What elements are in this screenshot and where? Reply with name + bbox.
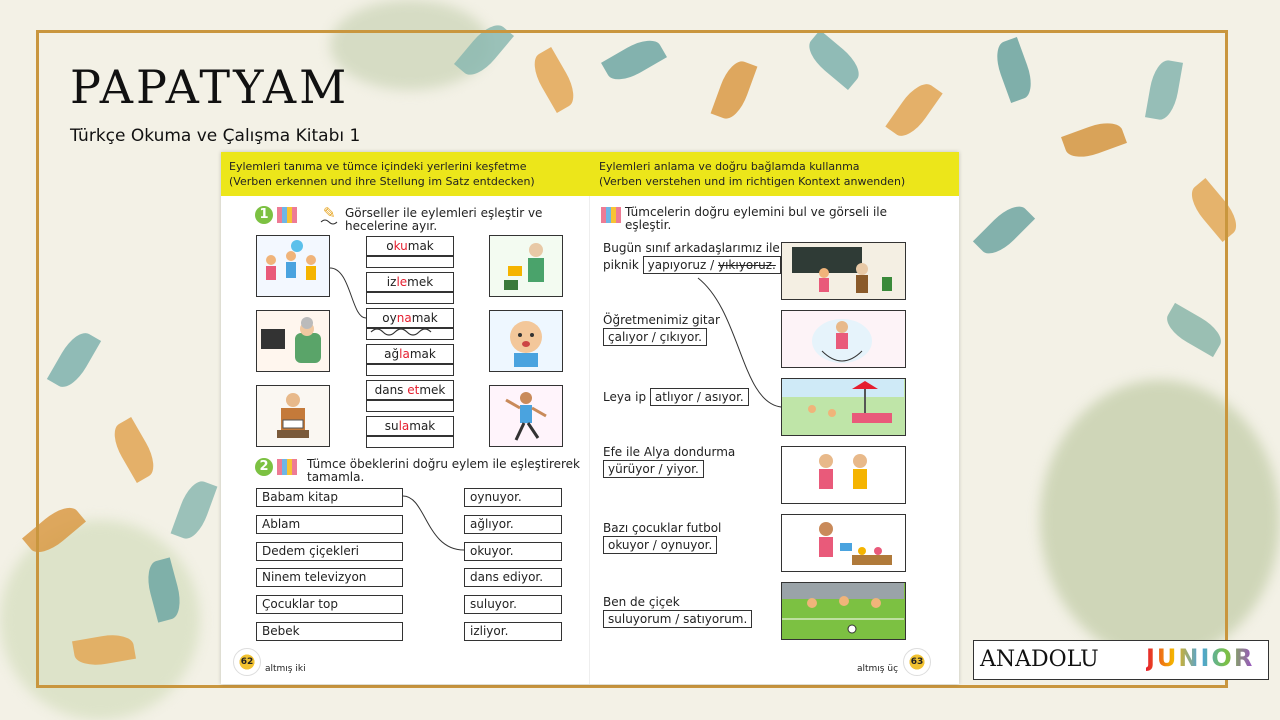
- verb-box[interactable]: dans ediyor.: [464, 568, 562, 587]
- image-kids-football[interactable]: [781, 582, 906, 640]
- football-illustration: [782, 583, 904, 639]
- word-box: izlemek: [366, 272, 454, 292]
- banner-right: Eylemleri anlama ve doğru bağlamda kullanma (Verben verstehen und im richtigen Kontext anwenden): [599, 160, 906, 188]
- image-picnic[interactable]: [781, 378, 906, 436]
- brand-junior: JUNIOR: [1146, 644, 1255, 672]
- page-number-daisy: 63: [903, 648, 931, 676]
- verb-box[interactable]: oynuyor.: [464, 488, 562, 507]
- verb-box[interactable]: okuyor.: [464, 542, 562, 561]
- subject-phrase-box[interactable]: Bebek: [256, 622, 403, 641]
- word-box: ağlamak: [366, 344, 454, 364]
- exercise-2-instruction: Tümce öbeklerini doğru eylem ile eşleştirerek tamamla.: [307, 457, 580, 484]
- answer-box[interactable]: yürüyor / yiyor.: [603, 460, 704, 478]
- watering-illustration: [782, 515, 904, 571]
- image-girl-watering-flowers[interactable]: [781, 514, 906, 572]
- answer-box[interactable]: okuyor / oynuyor.: [603, 536, 717, 554]
- verb-box[interactable]: ağlıyor.: [464, 515, 562, 534]
- sentence-item: Efe ile Alya dondurma yürüyor / yiyor.: [603, 445, 736, 476]
- word-box: dans etmek: [366, 380, 454, 400]
- word-box: okumak: [366, 236, 454, 256]
- picnic-illustration: [782, 379, 904, 435]
- subject-phrase-box[interactable]: Dedem çiçekleri: [256, 542, 403, 561]
- image-music-class[interactable]: [781, 242, 906, 300]
- ice-cream-illustration: [782, 447, 904, 503]
- exercise-number-badge: 1: [255, 206, 273, 224]
- verb-box[interactable]: suluyor.: [464, 595, 562, 614]
- answer-box[interactable]: atlıyor / asıyor.: [650, 388, 749, 406]
- word-box: oynamak: [366, 308, 454, 328]
- image-kids-ice-cream[interactable]: [781, 446, 906, 504]
- sentence-item: Bazı çocuklar futbol okuyor / oynuyor.: [603, 521, 722, 552]
- page-subtitle: Türkçe Okuma ve Çalışma Kitabı 1: [70, 126, 361, 146]
- answer-box[interactable]: suluyorum / satıyorum.: [603, 610, 752, 628]
- answer-box[interactable]: çalıyor / çıkıyor.: [603, 328, 707, 346]
- publisher-logo: [973, 640, 1269, 680]
- sentence-item: Leya ip atlıyor / asıyor.: [603, 388, 749, 406]
- brand-anadolu: ANADOLU: [980, 647, 1099, 672]
- exercise-grid-icon: [277, 459, 297, 475]
- sentence-item: Öğretmenimiz gitar çalıyor / çıkıyor.: [603, 313, 720, 344]
- exercise-grid-icon: [601, 207, 621, 223]
- jump-rope-illustration: [782, 311, 904, 367]
- exercise-3-instruction: Tümcelerin doğru eylemini bul ve görseli ile eşleştir.: [625, 205, 888, 232]
- subject-phrase-box[interactable]: Ninem televizyon: [256, 568, 403, 587]
- subject-phrase-box[interactable]: Babam kitap: [256, 488, 403, 507]
- banner-left: Eylemleri tanıma ve tümce içindeki yerlerini keşfetme (Verben erkennen und ihre Stellung im Satz entdecken): [229, 160, 535, 188]
- exercise-1-instruction: Görseller ile eylemleri eşleştir ve hecelerine ayır.: [345, 206, 543, 233]
- music-class-illustration: [782, 243, 904, 299]
- verb-box[interactable]: izliyor.: [464, 622, 562, 641]
- workbook-spread: [221, 152, 959, 684]
- page-number-daisy: 62: [233, 648, 261, 676]
- page-number-text: altmış üç: [857, 664, 899, 674]
- answer-box[interactable]: yapıyoruz / yıkıyoruz.: [643, 256, 781, 274]
- pencil-icon: ✎: [323, 204, 336, 222]
- word-box: sulamak: [366, 416, 454, 436]
- page-title: PAPATYAM: [70, 60, 350, 114]
- sentence-item: Ben de çiçek suluyorum / satıyorum.: [603, 594, 752, 628]
- page-number-text: altmış iki: [265, 664, 306, 674]
- subject-phrase-box[interactable]: Ablam: [256, 515, 403, 534]
- subject-phrase-box[interactable]: Çocuklar top: [256, 595, 403, 614]
- exercise-number-badge: 2: [255, 458, 273, 476]
- sentence-item: Bugün sınıf arkadaşlarımız ile piknik yapıyoruz / yıkıyoruz.: [603, 241, 780, 272]
- image-girl-jump-rope[interactable]: [781, 310, 906, 368]
